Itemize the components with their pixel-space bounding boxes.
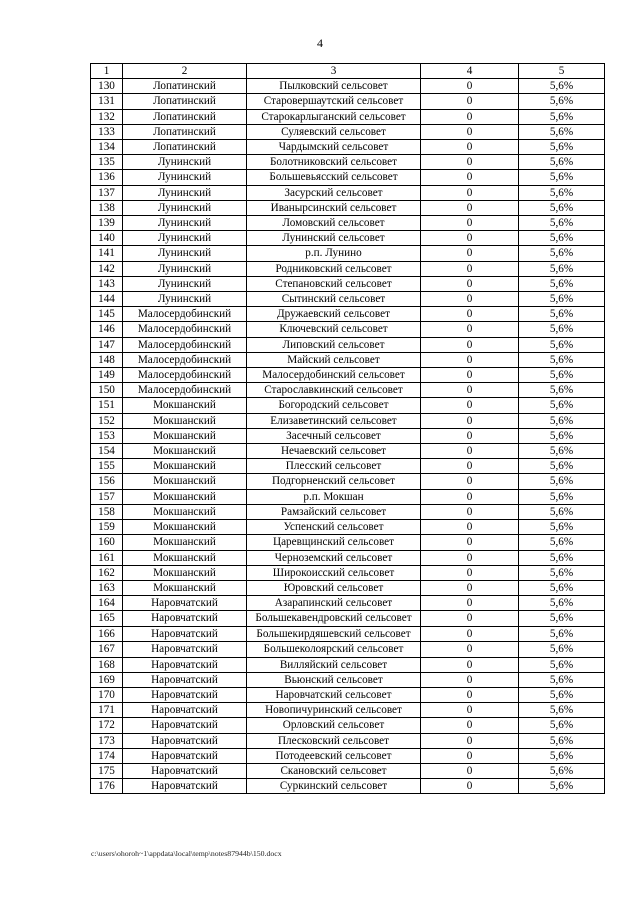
table-row xyxy=(91,474,605,489)
table-row xyxy=(91,322,605,337)
value-cell: 0 xyxy=(421,276,519,291)
settlement-cell: Степановский сельсовет xyxy=(247,276,421,291)
district-cell: Лунинский xyxy=(123,246,247,261)
district-cell: Мокшанский xyxy=(123,444,247,459)
settlement-cell: р.п. Мокшан xyxy=(247,489,421,504)
settlement-cell: р.п. Лунино xyxy=(247,246,421,261)
rate-cell: 5,6% xyxy=(519,79,605,94)
table-row xyxy=(91,535,605,550)
table-row xyxy=(91,657,605,672)
table-row xyxy=(91,580,605,595)
table-row xyxy=(91,231,605,246)
rate-cell: 5,6% xyxy=(519,185,605,200)
table-row xyxy=(91,200,605,215)
rate-cell: 5,6% xyxy=(519,413,605,428)
value-cell: 0 xyxy=(421,565,519,580)
value-cell: 0 xyxy=(421,474,519,489)
settlement-cell: Плесский сельсовет xyxy=(247,459,421,474)
table-row xyxy=(91,596,605,611)
value-cell: 0 xyxy=(421,550,519,565)
value-cell: 0 xyxy=(421,352,519,367)
district-cell: Лунинский xyxy=(123,185,247,200)
value-cell: 0 xyxy=(421,383,519,398)
value-cell: 0 xyxy=(421,672,519,687)
rate-cell: 5,6% xyxy=(519,140,605,155)
district-cell: Лунинский xyxy=(123,292,247,307)
rate-cell: 5,6% xyxy=(519,763,605,778)
value-cell: 0 xyxy=(421,763,519,778)
rate-cell: 5,6% xyxy=(519,642,605,657)
rate-cell: 5,6% xyxy=(519,124,605,139)
table-row xyxy=(91,124,605,139)
rate-cell: 5,6% xyxy=(519,611,605,627)
district-cell: Наровчатский xyxy=(123,596,247,611)
district-cell: Мокшанский xyxy=(123,489,247,504)
district-cell: Лопатинский xyxy=(123,140,247,155)
settlement-cell: Суркинский сельсовет xyxy=(247,779,421,794)
row-number-cell: 139 xyxy=(91,216,123,231)
rate-cell: 5,6% xyxy=(519,94,605,109)
district-cell: Мокшанский xyxy=(123,398,247,413)
rate-cell: 5,6% xyxy=(519,459,605,474)
table-row xyxy=(91,276,605,291)
value-cell: 0 xyxy=(421,626,519,642)
value-cell: 0 xyxy=(421,337,519,352)
table-row xyxy=(91,428,605,443)
rate-cell: 5,6% xyxy=(519,474,605,489)
table-row xyxy=(91,687,605,702)
settlement-cell: Юровский сельсовет xyxy=(247,580,421,595)
table-row xyxy=(91,398,605,413)
district-cell: Лунинский xyxy=(123,170,247,185)
rate-cell: 5,6% xyxy=(519,398,605,413)
district-cell: Наровчатский xyxy=(123,672,247,687)
row-number-cell: 130 xyxy=(91,79,123,94)
district-cell: Малосердобинский xyxy=(123,307,247,322)
rate-cell: 5,6% xyxy=(519,703,605,718)
value-cell: 0 xyxy=(421,428,519,443)
settlement-cell: Большеколояpский сельсовет xyxy=(247,642,421,657)
table-row xyxy=(91,170,605,185)
rate-cell: 5,6% xyxy=(519,687,605,702)
rate-cell: 5,6% xyxy=(519,216,605,231)
settlement-cell: Нечаевский сельсовет xyxy=(247,444,421,459)
district-cell: Лунинский xyxy=(123,276,247,291)
settlement-cell: Рамзайский сельсовет xyxy=(247,504,421,519)
rate-cell: 5,6% xyxy=(519,276,605,291)
table-row xyxy=(91,185,605,200)
district-cell: Наровчатский xyxy=(123,657,247,672)
value-cell: 0 xyxy=(421,413,519,428)
settlement-cell: Старославкинский сельсовет xyxy=(247,383,421,398)
row-number-cell: 159 xyxy=(91,520,123,535)
settlement-cell: Вилляйский сельсовет xyxy=(247,657,421,672)
rate-cell: 5,6% xyxy=(519,657,605,672)
settlement-cell: Пылковский сельсовет xyxy=(247,79,421,94)
table-row xyxy=(91,672,605,687)
rate-cell: 5,6% xyxy=(519,246,605,261)
settlement-cell: Успенский сельсовет xyxy=(247,520,421,535)
district-cell: Лопатинский xyxy=(123,79,247,94)
district-cell: Мокшанский xyxy=(123,413,247,428)
table-row xyxy=(91,368,605,383)
row-number-cell: 162 xyxy=(91,565,123,580)
row-number-cell: 146 xyxy=(91,322,123,337)
district-cell: Наровчатский xyxy=(123,642,247,657)
district-cell: Малосердобинский xyxy=(123,352,247,367)
rate-cell: 5,6% xyxy=(519,580,605,595)
value-cell: 0 xyxy=(421,611,519,627)
row-number-cell: 153 xyxy=(91,428,123,443)
value-cell: 0 xyxy=(421,504,519,519)
table-row xyxy=(91,155,605,170)
settlement-cell: Болотниковский сельсовет xyxy=(247,155,421,170)
rate-cell: 5,6% xyxy=(519,718,605,733)
district-cell: Мокшанский xyxy=(123,474,247,489)
row-number-cell: 131 xyxy=(91,94,123,109)
settlement-cell: Засурский сельсовет xyxy=(247,185,421,200)
row-number-cell: 132 xyxy=(91,109,123,124)
row-number-cell: 150 xyxy=(91,383,123,398)
settlement-cell: Вьюнский сельсовет xyxy=(247,672,421,687)
row-number-cell: 170 xyxy=(91,687,123,702)
value-cell: 0 xyxy=(421,246,519,261)
row-number-cell: 161 xyxy=(91,550,123,565)
settlement-cell: Потодеевский сельсовет xyxy=(247,748,421,763)
district-cell: Мокшанский xyxy=(123,520,247,535)
rate-cell: 5,6% xyxy=(519,261,605,276)
settlement-cell: Сытинский сельсовет xyxy=(247,292,421,307)
settlement-cell: Царевщинский сельсовет xyxy=(247,535,421,550)
row-number-cell: 166 xyxy=(91,626,123,642)
rate-cell: 5,6% xyxy=(519,337,605,352)
row-number-cell: 141 xyxy=(91,246,123,261)
settlement-cell: Большекавендровский сельсовет xyxy=(247,611,421,627)
district-cell: Лопатинский xyxy=(123,124,247,139)
settlement-cell: Черноземский сельсовет xyxy=(247,550,421,565)
rate-cell: 5,6% xyxy=(519,748,605,763)
settlement-cell: Большекирдяшевский сельсовет xyxy=(247,626,421,642)
row-number-cell: 155 xyxy=(91,459,123,474)
table-row xyxy=(91,611,605,627)
table-row xyxy=(91,292,605,307)
row-number-cell: 154 xyxy=(91,444,123,459)
row-number-cell: 163 xyxy=(91,580,123,595)
rate-cell: 5,6% xyxy=(519,352,605,367)
row-number-cell: 148 xyxy=(91,352,123,367)
settlement-cell: Родниковский сельсовет xyxy=(247,261,421,276)
data-table xyxy=(90,63,605,794)
settlement-cell: Наровчатский сельсовет xyxy=(247,687,421,702)
table-row xyxy=(91,94,605,109)
table-row xyxy=(91,565,605,580)
table-row xyxy=(91,79,605,94)
value-cell: 0 xyxy=(421,261,519,276)
value-cell: 0 xyxy=(421,489,519,504)
value-cell: 0 xyxy=(421,216,519,231)
rate-cell: 5,6% xyxy=(519,383,605,398)
row-number-cell: 174 xyxy=(91,748,123,763)
value-cell: 0 xyxy=(421,79,519,94)
district-cell: Мокшанский xyxy=(123,459,247,474)
settlement-cell: Азарапинский сельсовет xyxy=(247,596,421,611)
table-row xyxy=(91,444,605,459)
table-row xyxy=(91,140,605,155)
district-cell: Лунинский xyxy=(123,261,247,276)
row-number-cell: 143 xyxy=(91,276,123,291)
district-cell: Лунинский xyxy=(123,216,247,231)
rate-cell: 5,6% xyxy=(519,307,605,322)
row-number-cell: 152 xyxy=(91,413,123,428)
rate-cell: 5,6% xyxy=(519,368,605,383)
value-cell: 0 xyxy=(421,642,519,657)
value-cell: 0 xyxy=(421,94,519,109)
row-number-cell: 135 xyxy=(91,155,123,170)
value-cell: 0 xyxy=(421,292,519,307)
table-row xyxy=(91,642,605,657)
rate-cell: 5,6% xyxy=(519,596,605,611)
district-cell: Мокшанский xyxy=(123,565,247,580)
value-cell: 0 xyxy=(421,535,519,550)
settlement-cell: Широкоисский сельсовет xyxy=(247,565,421,580)
settlement-cell: Плесковский сельсовет xyxy=(247,733,421,748)
settlement-cell: Старокарлыганский сельсовет xyxy=(247,109,421,124)
rate-cell: 5,6% xyxy=(519,109,605,124)
row-number-cell: 160 xyxy=(91,535,123,550)
value-cell: 0 xyxy=(421,307,519,322)
value-cell: 0 xyxy=(421,368,519,383)
page-number: 4 xyxy=(317,36,323,50)
table-row xyxy=(91,626,605,642)
table-header-row xyxy=(91,64,605,79)
rate-cell: 5,6% xyxy=(519,231,605,246)
row-number-cell: 137 xyxy=(91,185,123,200)
table-row xyxy=(91,246,605,261)
value-cell: 0 xyxy=(421,170,519,185)
rate-cell: 5,6% xyxy=(519,322,605,337)
row-number-cell: 151 xyxy=(91,398,123,413)
value-cell: 0 xyxy=(421,733,519,748)
district-cell: Наровчатский xyxy=(123,626,247,642)
rate-cell: 5,6% xyxy=(519,672,605,687)
rate-cell: 5,6% xyxy=(519,504,605,519)
rate-cell: 5,6% xyxy=(519,170,605,185)
rate-cell: 5,6% xyxy=(519,550,605,565)
table-row xyxy=(91,459,605,474)
row-number-cell: 172 xyxy=(91,718,123,733)
table-row xyxy=(91,748,605,763)
rate-cell: 5,6% xyxy=(519,444,605,459)
settlement-cell: Старовершаутский сельсовет xyxy=(247,94,421,109)
row-number-cell: 138 xyxy=(91,200,123,215)
row-number-cell: 140 xyxy=(91,231,123,246)
row-number-cell: 175 xyxy=(91,763,123,778)
district-cell: Наровчатский xyxy=(123,763,247,778)
settlement-cell: Дружаевский сельсовет xyxy=(247,307,421,322)
district-cell: Мокшанский xyxy=(123,535,247,550)
district-cell: Наровчатский xyxy=(123,748,247,763)
settlement-cell: Иванырсинский сельсовет xyxy=(247,200,421,215)
value-cell: 0 xyxy=(421,444,519,459)
row-number-cell: 145 xyxy=(91,307,123,322)
settlement-cell: Большевьясский сельсовет xyxy=(247,170,421,185)
settlement-cell: Майский сельсовет xyxy=(247,352,421,367)
district-cell: Малосердобинский xyxy=(123,368,247,383)
rate-cell: 5,6% xyxy=(519,200,605,215)
district-cell: Наровчатский xyxy=(123,779,247,794)
value-cell: 0 xyxy=(421,140,519,155)
table-row xyxy=(91,109,605,124)
district-cell: Малосердобинский xyxy=(123,383,247,398)
table-row xyxy=(91,520,605,535)
row-number-cell: 133 xyxy=(91,124,123,139)
settlement-cell: Суляевский сельсовет xyxy=(247,124,421,139)
row-number-cell: 158 xyxy=(91,504,123,519)
row-number-cell: 176 xyxy=(91,779,123,794)
table-row xyxy=(91,733,605,748)
value-cell: 0 xyxy=(421,185,519,200)
column-header-5: 5 xyxy=(519,64,605,79)
settlement-cell: Лунинский сельсовет xyxy=(247,231,421,246)
rate-cell: 5,6% xyxy=(519,626,605,642)
district-cell: Мокшанский xyxy=(123,580,247,595)
value-cell: 0 xyxy=(421,748,519,763)
district-cell: Малосердобинский xyxy=(123,322,247,337)
district-cell: Мокшанский xyxy=(123,550,247,565)
district-cell: Наровчатский xyxy=(123,718,247,733)
district-cell: Мокшанский xyxy=(123,428,247,443)
settlement-cell: Скановский сельсовет xyxy=(247,763,421,778)
row-number-cell: 171 xyxy=(91,703,123,718)
value-cell: 0 xyxy=(421,580,519,595)
settlement-cell: Малосердобинский сельсовет xyxy=(247,368,421,383)
rate-cell: 5,6% xyxy=(519,489,605,504)
row-number-cell: 142 xyxy=(91,261,123,276)
value-cell: 0 xyxy=(421,155,519,170)
table-row xyxy=(91,550,605,565)
footer-file-path: c:\users\ohoroh~1\appdata\local\temp\notes87944b\150.docx xyxy=(91,849,282,858)
table-row xyxy=(91,307,605,322)
district-cell: Лопатинский xyxy=(123,94,247,109)
value-cell: 0 xyxy=(421,520,519,535)
row-number-cell: 164 xyxy=(91,596,123,611)
table-row xyxy=(91,383,605,398)
row-number-cell: 167 xyxy=(91,642,123,657)
district-cell: Мокшанский xyxy=(123,504,247,519)
row-number-cell: 165 xyxy=(91,611,123,627)
district-cell: Наровчатский xyxy=(123,687,247,702)
district-cell: Лунинский xyxy=(123,200,247,215)
row-number-cell: 134 xyxy=(91,140,123,155)
row-number-cell: 147 xyxy=(91,337,123,352)
value-cell: 0 xyxy=(421,398,519,413)
value-cell: 0 xyxy=(421,657,519,672)
rate-cell: 5,6% xyxy=(519,292,605,307)
table-row xyxy=(91,261,605,276)
row-number-cell: 136 xyxy=(91,170,123,185)
district-cell: Лунинский xyxy=(123,231,247,246)
rate-cell: 5,6% xyxy=(519,155,605,170)
table-row xyxy=(91,703,605,718)
settlement-cell: Елизаветинский сельсовет xyxy=(247,413,421,428)
district-cell: Наровчатский xyxy=(123,703,247,718)
district-cell: Наровчатский xyxy=(123,611,247,627)
value-cell: 0 xyxy=(421,596,519,611)
settlement-cell: Ключевский сельсовет xyxy=(247,322,421,337)
row-number-cell: 173 xyxy=(91,733,123,748)
column-header-3: 3 xyxy=(247,64,421,79)
district-cell: Наровчатский xyxy=(123,733,247,748)
table-row xyxy=(91,413,605,428)
value-cell: 0 xyxy=(421,703,519,718)
column-header-2: 2 xyxy=(123,64,247,79)
table-row xyxy=(91,763,605,778)
rate-cell: 5,6% xyxy=(519,535,605,550)
table-row xyxy=(91,504,605,519)
settlement-cell: Чардымский сельсовет xyxy=(247,140,421,155)
table-row xyxy=(91,718,605,733)
district-cell: Лопатинский xyxy=(123,109,247,124)
row-number-cell: 169 xyxy=(91,672,123,687)
table-row xyxy=(91,779,605,794)
district-cell: Малосердобинский xyxy=(123,337,247,352)
table-row xyxy=(91,352,605,367)
column-header-1: 1 xyxy=(91,64,123,79)
value-cell: 0 xyxy=(421,322,519,337)
value-cell: 0 xyxy=(421,231,519,246)
rate-cell: 5,6% xyxy=(519,565,605,580)
value-cell: 0 xyxy=(421,109,519,124)
settlement-cell: Богородский сельсовет xyxy=(247,398,421,413)
rate-cell: 5,6% xyxy=(519,520,605,535)
settlement-cell: Засечный сельсовет xyxy=(247,428,421,443)
row-number-cell: 157 xyxy=(91,489,123,504)
row-number-cell: 156 xyxy=(91,474,123,489)
settlement-cell: Ломовский сельсовет xyxy=(247,216,421,231)
row-number-cell: 144 xyxy=(91,292,123,307)
value-cell: 0 xyxy=(421,687,519,702)
rate-cell: 5,6% xyxy=(519,733,605,748)
settlement-cell: Орловский сельсовет xyxy=(247,718,421,733)
column-header-4: 4 xyxy=(421,64,519,79)
rate-cell: 5,6% xyxy=(519,428,605,443)
district-cell: Лунинский xyxy=(123,155,247,170)
table-row xyxy=(91,489,605,504)
value-cell: 0 xyxy=(421,718,519,733)
settlement-cell: Подгорненский сельсовет xyxy=(247,474,421,489)
value-cell: 0 xyxy=(421,459,519,474)
row-number-cell: 168 xyxy=(91,657,123,672)
rate-cell: 5,6% xyxy=(519,779,605,794)
value-cell: 0 xyxy=(421,124,519,139)
value-cell: 0 xyxy=(421,779,519,794)
settlement-cell: Новопичуринский сельсовет xyxy=(247,703,421,718)
table-row xyxy=(91,337,605,352)
settlement-cell: Липовский сельсовет xyxy=(247,337,421,352)
table-row xyxy=(91,216,605,231)
row-number-cell: 149 xyxy=(91,368,123,383)
value-cell: 0 xyxy=(421,200,519,215)
